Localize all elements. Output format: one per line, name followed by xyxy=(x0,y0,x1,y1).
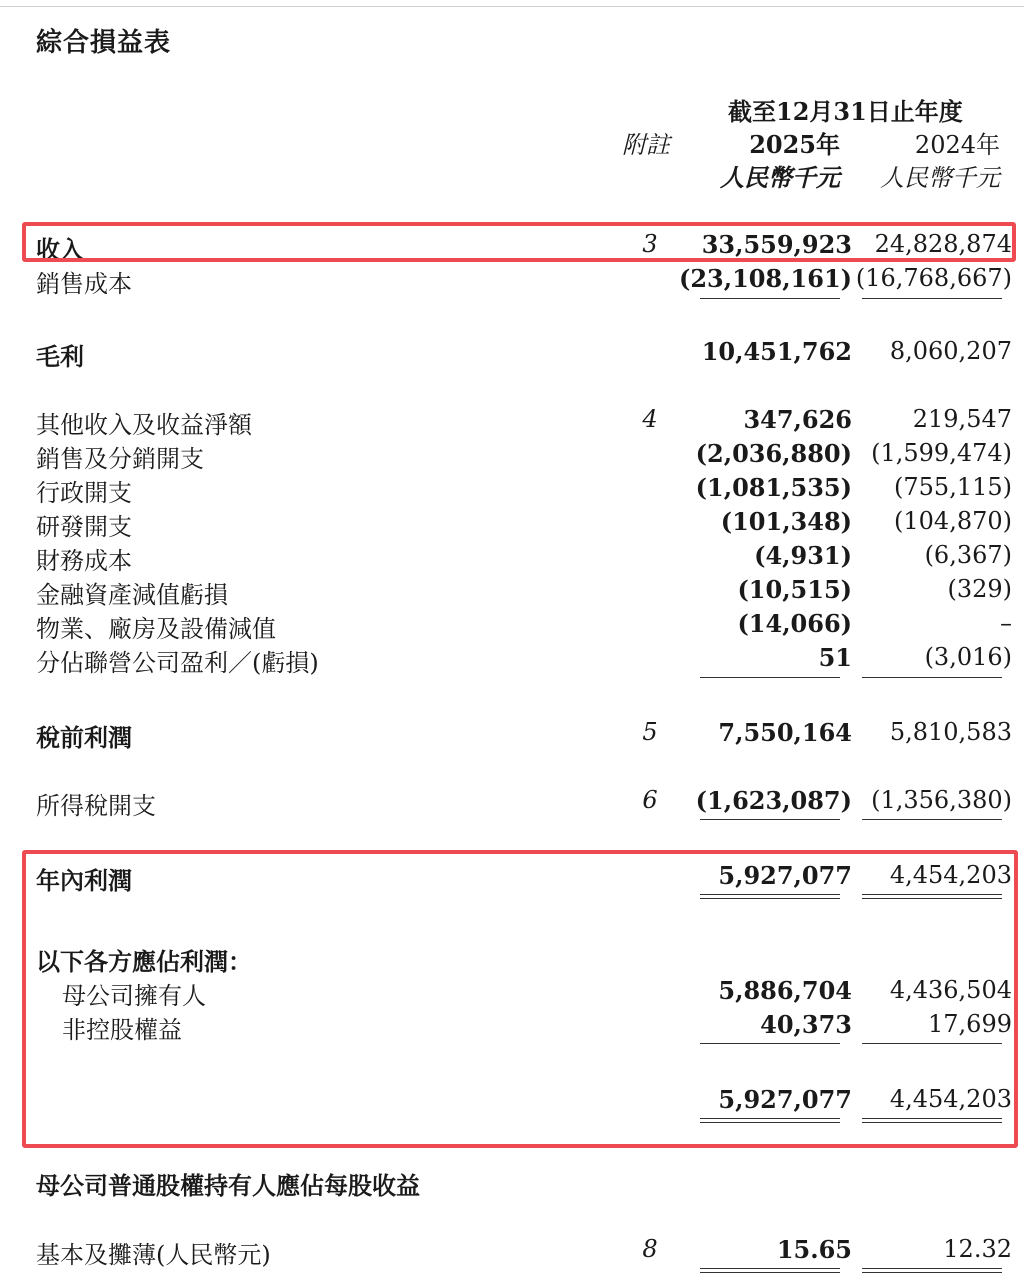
top-divider xyxy=(0,6,1024,7)
value-current: 5,927,077 xyxy=(718,1085,852,1114)
value-prior: 12.32 xyxy=(943,1235,1012,1263)
row-label: 非控股權益 xyxy=(62,1016,182,1044)
row-impairment-ppe xyxy=(0,609,1024,641)
row-share-of-associates xyxy=(0,643,1024,675)
row-label: 銷售成本 xyxy=(36,270,132,298)
subtotal-rule xyxy=(700,298,840,299)
value-current: 5,927,077 xyxy=(718,861,852,890)
profit-attribution-highlight-box xyxy=(22,850,1018,1148)
row-note: 6 xyxy=(642,786,658,814)
value-prior: (3,016) xyxy=(924,643,1012,671)
row-label: 其他收入及收益淨額 xyxy=(36,411,252,439)
row-label: 以下各方應佔利潤： xyxy=(36,947,252,976)
row-income-tax xyxy=(0,786,1024,818)
value-prior: (1,356,380) xyxy=(871,786,1012,814)
value-current: (2,036,880) xyxy=(695,439,852,468)
row-label: 行政開支 xyxy=(36,479,132,507)
row-label: 研發開支 xyxy=(36,513,132,541)
row-label: 母公司擁有人 xyxy=(62,982,206,1010)
row-note: 5 xyxy=(642,718,658,746)
value-current: 51 xyxy=(818,643,852,672)
row-label: 收入 xyxy=(36,235,84,264)
row-note: 8 xyxy=(642,1235,658,1263)
note-column-header: 附註 xyxy=(622,131,670,159)
value-prior: 8,060,207 xyxy=(889,337,1012,365)
row-label: 物業、廠房及設備減值 xyxy=(36,615,276,643)
value-prior: – xyxy=(1000,609,1012,637)
value-current: 33,559,923 xyxy=(701,230,852,259)
current-unit-header: 人民幣千元 xyxy=(720,163,840,192)
value-current: (23,108,161) xyxy=(678,264,852,293)
row-note: 4 xyxy=(642,405,658,433)
row-admin-expenses xyxy=(0,473,1024,505)
value-prior: 4,454,203 xyxy=(889,861,1012,889)
value-current: 40,373 xyxy=(760,1010,852,1039)
value-current: 347,626 xyxy=(743,405,852,434)
total-double-rule xyxy=(700,1268,840,1273)
value-prior: (104,870) xyxy=(894,507,1012,535)
value-prior: (6,367) xyxy=(924,541,1012,569)
current-year-header: 2025年 xyxy=(749,130,840,159)
value-prior: (1,599,474) xyxy=(871,439,1012,467)
row-label: 金融資產減值虧損 xyxy=(36,581,228,609)
row-profit-before-tax xyxy=(0,718,1024,750)
period-header: 截至12月31日止年度 xyxy=(728,97,963,126)
value-prior: (16,768,667) xyxy=(855,264,1012,292)
value-prior: 219,547 xyxy=(912,405,1012,433)
subtotal-rule xyxy=(700,819,840,820)
value-current: (1,081,535) xyxy=(695,473,852,502)
subtotal-rule xyxy=(862,298,1002,299)
row-label: 財務成本 xyxy=(36,547,132,575)
revenue-highlight-box xyxy=(22,222,1016,262)
value-current: (101,348) xyxy=(720,507,852,536)
value-prior: (755,115) xyxy=(894,473,1012,501)
row-label: 年內利潤 xyxy=(36,866,132,895)
row-cost-of-sales xyxy=(0,264,1024,296)
value-current: 15.65 xyxy=(776,1235,852,1264)
total-double-rule xyxy=(862,1268,1002,1273)
value-current: (14,066) xyxy=(737,609,852,638)
value-current: (4,931) xyxy=(754,541,852,570)
value-prior: 4,454,203 xyxy=(889,1085,1012,1113)
value-current: (1,623,087) xyxy=(695,786,852,815)
row-other-income xyxy=(0,405,1024,437)
row-gross-profit xyxy=(0,337,1024,369)
row-label: 所得稅開支 xyxy=(36,792,156,820)
statement-title: 綜合損益表 xyxy=(36,28,172,58)
row-selling-expenses xyxy=(0,439,1024,471)
row-impairment-financial-assets xyxy=(0,575,1024,607)
row-rd-expenses xyxy=(0,507,1024,539)
subtotal-rule xyxy=(700,677,840,678)
row-label: 稅前利潤 xyxy=(36,723,132,752)
value-prior: 5,810,583 xyxy=(889,718,1012,746)
subtotal-rule xyxy=(862,677,1002,678)
value-current: 5,886,704 xyxy=(718,976,852,1005)
value-prior: 4,436,504 xyxy=(889,976,1012,1004)
value-prior: 17,699 xyxy=(928,1010,1012,1038)
value-prior: (329) xyxy=(947,575,1012,603)
prior-year-header: 2024年 xyxy=(914,131,1000,159)
row-eps-heading xyxy=(0,1166,1024,1198)
row-label: 分佔聯營公司盈利／(虧損) xyxy=(36,649,319,677)
row-label: 基本及攤薄(人民幣元) xyxy=(36,1241,271,1269)
row-label: 母公司普通股權持有人應佔每股收益 xyxy=(36,1171,420,1200)
row-label: 毛利 xyxy=(36,342,84,371)
subtotal-rule xyxy=(862,819,1002,820)
row-eps-basic-diluted xyxy=(0,1235,1024,1267)
row-label: 銷售及分銷開支 xyxy=(36,445,204,473)
value-prior: 24,828,874 xyxy=(874,230,1012,258)
value-current: 7,550,164 xyxy=(718,718,852,747)
row-finance-costs xyxy=(0,541,1024,573)
prior-unit-header: 人民幣千元 xyxy=(880,164,1000,192)
value-current: 10,451,762 xyxy=(701,337,852,366)
value-current: (10,515) xyxy=(737,575,852,604)
row-note: 3 xyxy=(642,230,658,258)
